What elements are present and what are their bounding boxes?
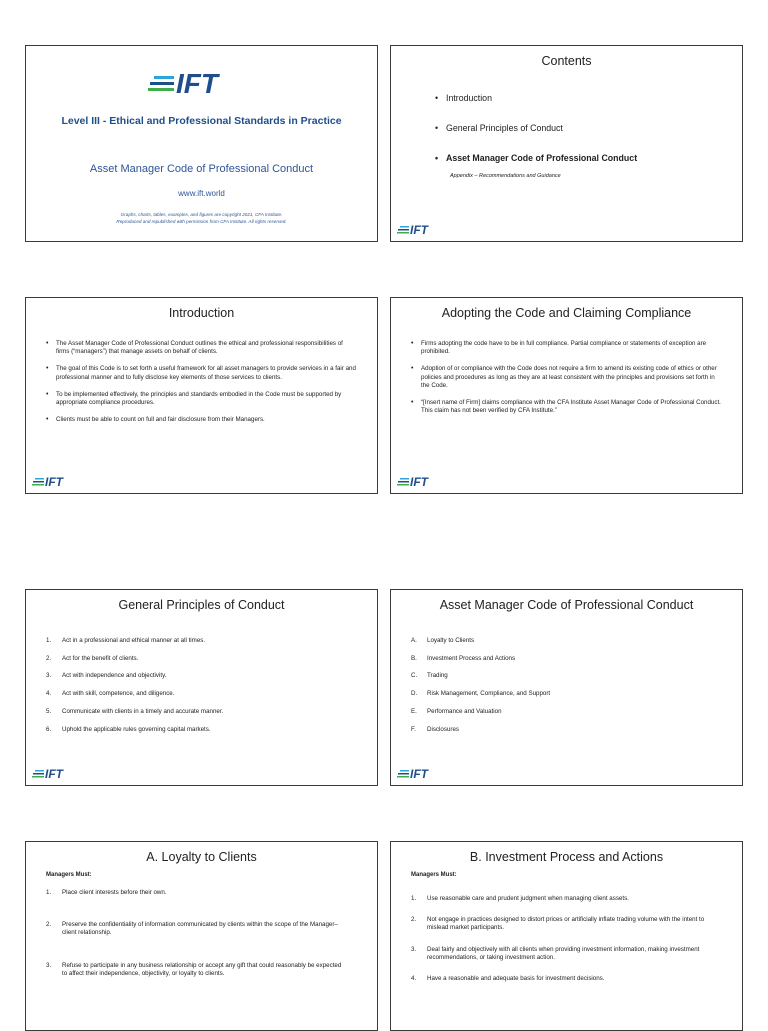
- list-item: F. Disclosures: [411, 725, 459, 733]
- list-item: 5. Communicate with clients in a timely and accurate manner.: [46, 707, 224, 715]
- list-item: • Adoption of or compliance with the Code does not require a firm to amend its existing code of ethics or other policies and procedures as long as they are at least consistent with the principles and provisions set forth in the Code.: [411, 365, 722, 390]
- list-item: • Clients must be able to count on full and fair disclosure from their Managers.: [46, 416, 357, 424]
- ift-logo-small: [397, 474, 457, 488]
- contents-item-current: • Asset Manager Code of Professional Conduct: [435, 153, 637, 163]
- svg-text:IFT: IFT: [410, 767, 428, 780]
- managers-must-label: Managers Must:: [46, 872, 92, 878]
- lettered-list: [411, 637, 722, 743]
- contents-list: [435, 93, 637, 179]
- list-item: 3. Deal fairly and objectively with all clients when providing investment information, making investment recommendations, or taking investment action.: [411, 945, 700, 961]
- presentation-subtitle: Asset Manager Code of Professional Conduct: [89, 163, 314, 175]
- list-item: B. Investment Process and Actions: [411, 654, 516, 662]
- contents-appendix: Appendix – Recommendations and Guidance: [450, 173, 561, 179]
- svg-text:IFT: IFT: [410, 475, 428, 488]
- slide-heading: B. Investment Process and Actions: [469, 850, 664, 864]
- svg-text:IFT: IFT: [410, 223, 428, 236]
- slide-contents: [390, 45, 743, 242]
- svg-text:IFT: IFT: [45, 767, 63, 780]
- slide-heading: General Principles of Conduct: [118, 598, 285, 612]
- list-item: 3. Refuse to participate in any business relationship or accept any gift that could reasonably be expected to affect their independence, objectivity, or loyalty to clients.: [46, 961, 342, 977]
- contents-item: • General Principles of Conduct: [435, 123, 637, 133]
- list-item: • To be implemented effectively, the principles and standards embodied in the Code must be supported by appropriate compliance procedures.: [46, 391, 357, 407]
- ift-logo-small: [32, 766, 92, 780]
- slide-heading: Contents: [541, 54, 592, 68]
- slide-heading: Asset Manager Code of Professional Conduct: [439, 598, 694, 612]
- bullet-list: [411, 340, 722, 424]
- list-item: A. Loyalty to Clients: [411, 637, 475, 644]
- website-url: www.ift.world: [178, 189, 225, 198]
- list-item: 2. Preserve the confidentiality of information communicated by clients within the scope of the Manager–client relationship.: [46, 921, 338, 937]
- svg-text:IFT: IFT: [45, 475, 63, 488]
- managers-must-label: Managers Must:: [411, 872, 457, 878]
- copyright-line-1: Graphs, charts, tables, examples, and figures are copyright 2021, CFA Institute.: [120, 212, 283, 217]
- ift-logo-small: [397, 766, 457, 780]
- slide-heading: Introduction: [168, 306, 235, 320]
- slide-adopting-code: [390, 297, 743, 494]
- slide-loyalty-to-clients: [25, 841, 378, 1031]
- slide-general-principles: [25, 589, 378, 786]
- numbered-list: [46, 637, 357, 743]
- numbered-list: [46, 889, 347, 978]
- copyright-notice: [66, 212, 337, 225]
- slide-investment-process: [390, 841, 743, 1031]
- list-item: 4. Act with skill, competence, and diligence.: [46, 690, 175, 698]
- slide-title: [25, 45, 378, 242]
- slide-heading: Adopting the Code and Claiming Compliance: [441, 306, 692, 320]
- slide-introduction: [25, 297, 378, 494]
- list-item: 2. Not engage in practices designed to distort prices or artificially inflate trading volume with the intent to mislead market participants.: [411, 916, 705, 932]
- list-item: 4. Have a reasonable and adequate basis for investment decisions.: [411, 975, 605, 983]
- list-item: 1. Use reasonable care and prudent judgment when managing client assets.: [411, 895, 629, 902]
- list-item: 1. Act in a professional and ethical manner at all times.: [46, 637, 206, 644]
- list-item: 3. Act with independence and objectivity.: [46, 672, 167, 680]
- svg-text:IFT: IFT: [176, 68, 218, 98]
- list-item: • The Asset Manager Code of Professional Conduct outlines the ethical and professional responsibilities of firms (“managers”) that manage assets on behalf of clients.: [46, 340, 357, 356]
- list-item: • Firms adopting the code have to be in full compliance. Partial compliance or statements of exception are prohibited.: [411, 340, 722, 356]
- contents-item: • Introduction: [435, 93, 637, 103]
- slide-heading: A. Loyalty to Clients: [146, 850, 257, 864]
- list-item: C. Trading: [411, 672, 448, 680]
- ift-logo-small: [32, 474, 92, 488]
- presentation-title: Level III - Ethical and Professional Standards in Practice: [61, 115, 342, 127]
- numbered-list: [411, 895, 722, 983]
- list-item: 1. Place client interests before their own.: [46, 889, 167, 896]
- list-item: 6. Uphold the applicable rules governing capital markets.: [46, 725, 211, 733]
- ift-logo-small: [397, 222, 457, 236]
- ift-logo: [148, 66, 252, 98]
- list-item: E. Performance and Valuation: [411, 707, 502, 715]
- bullet-list: [46, 340, 357, 433]
- copyright-line-2: Reproduced and republished with permission from CFA Institute. All rights reserved.: [116, 218, 287, 224]
- list-item: D. Risk Management, Compliance, and Support: [411, 690, 551, 698]
- list-item: 2. Act for the benefit of clients.: [46, 654, 139, 662]
- slide-code-sections: [390, 589, 743, 786]
- list-item: • “[Insert name of Firm] claims compliance with the CFA Institute Asset Manager Code of Professional Conduct. This claim has not been verified by CFA Institute.”: [411, 399, 722, 415]
- list-item: • The goal of this Code is to set forth a useful framework for all asset managers to provide services in a fair and professional manner and to fully disclose key elements of those services to clients.: [46, 365, 357, 381]
